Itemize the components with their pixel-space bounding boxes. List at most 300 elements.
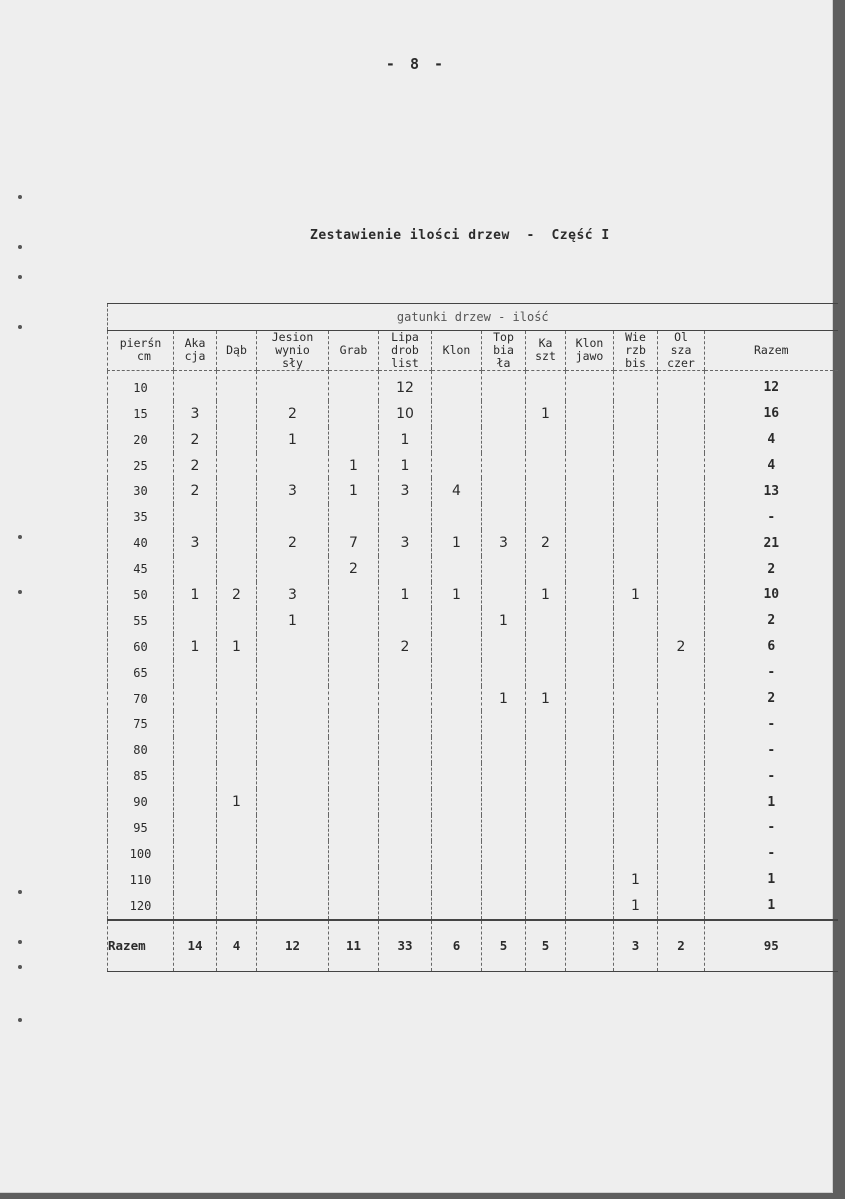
count-cell	[174, 504, 217, 530]
count-cell	[658, 401, 705, 427]
count-cell	[217, 504, 257, 530]
punch-mark	[18, 325, 22, 329]
count-cell	[526, 789, 566, 815]
count-cell	[566, 478, 614, 504]
count-cell	[566, 530, 614, 556]
count-cell	[257, 763, 329, 789]
diameter-cell: 85	[108, 763, 174, 789]
count-cell	[566, 660, 614, 686]
count-cell	[482, 453, 526, 479]
count-cell	[482, 893, 526, 920]
count-cell	[174, 841, 217, 867]
count-cell	[174, 893, 217, 920]
count-cell	[217, 453, 257, 479]
count-cell	[566, 453, 614, 479]
diameter-cell: 75	[108, 711, 174, 737]
punch-mark	[18, 890, 22, 894]
diameter-cell: 45	[108, 556, 174, 582]
count-cell: 1	[614, 893, 658, 920]
count-cell	[257, 711, 329, 737]
count-cell	[432, 504, 482, 530]
count-cell: 1	[526, 401, 566, 427]
count-cell	[329, 634, 379, 660]
column-header: Ol sza czer	[658, 330, 705, 370]
row-total-cell: -	[705, 504, 838, 530]
column-header: Razem	[705, 330, 838, 370]
totals-row	[108, 920, 838, 972]
punch-mark	[18, 965, 22, 969]
count-cell	[526, 711, 566, 737]
count-cell	[614, 711, 658, 737]
count-cell: 3	[257, 582, 329, 608]
count-cell	[432, 453, 482, 479]
count-cell	[379, 711, 432, 737]
row-total-cell: 1	[705, 867, 838, 893]
column-header: Ka szt	[526, 330, 566, 370]
count-cell	[482, 401, 526, 427]
count-cell	[432, 737, 482, 763]
count-cell: 1	[432, 582, 482, 608]
count-cell	[257, 789, 329, 815]
count-cell	[658, 370, 705, 400]
count-cell: 1	[329, 478, 379, 504]
row-total-cell: -	[705, 841, 838, 867]
diameter-cell: 120	[108, 893, 174, 920]
diameter-cell: 65	[108, 660, 174, 686]
count-cell: 1	[614, 582, 658, 608]
table-row	[108, 841, 838, 867]
row-total-cell: 2	[705, 556, 838, 582]
count-cell	[257, 893, 329, 920]
count-cell	[257, 634, 329, 660]
count-cell: 1	[257, 427, 329, 453]
count-cell	[257, 867, 329, 893]
count-cell: 2	[174, 478, 217, 504]
totals-cell: 6	[432, 920, 482, 972]
count-cell	[658, 867, 705, 893]
count-cell	[217, 686, 257, 712]
count-cell: 1	[526, 686, 566, 712]
count-cell	[482, 867, 526, 893]
totals-cell: 12	[257, 920, 329, 972]
count-cell	[526, 427, 566, 453]
count-cell	[217, 763, 257, 789]
count-cell	[658, 841, 705, 867]
count-cell: 12	[379, 370, 432, 400]
totals-cell: 95	[705, 920, 838, 972]
count-cell	[566, 763, 614, 789]
count-cell	[566, 737, 614, 763]
count-cell	[614, 841, 658, 867]
count-cell	[257, 556, 329, 582]
count-cell	[432, 867, 482, 893]
count-cell: 1	[379, 582, 432, 608]
count-cell	[329, 867, 379, 893]
punch-mark	[18, 1018, 22, 1022]
count-cell	[566, 401, 614, 427]
table-row	[108, 453, 838, 479]
count-cell: 10	[379, 401, 432, 427]
count-cell: 1	[174, 582, 217, 608]
row-total-cell: 13	[705, 478, 838, 504]
count-cell	[217, 530, 257, 556]
count-cell	[329, 737, 379, 763]
table-row	[108, 789, 838, 815]
count-cell	[614, 504, 658, 530]
count-cell	[614, 556, 658, 582]
totals-cell: 5	[526, 920, 566, 972]
count-cell	[658, 893, 705, 920]
count-cell	[658, 556, 705, 582]
diameter-cell: 10	[108, 370, 174, 400]
row-total-cell: -	[705, 660, 838, 686]
count-cell	[566, 504, 614, 530]
count-cell	[174, 815, 217, 841]
count-cell: 2	[526, 530, 566, 556]
count-cell	[329, 686, 379, 712]
count-cell	[257, 370, 329, 400]
count-cell	[658, 815, 705, 841]
count-cell	[432, 370, 482, 400]
count-cell	[482, 478, 526, 504]
count-cell	[257, 686, 329, 712]
count-cell	[174, 737, 217, 763]
count-cell: 2	[329, 556, 379, 582]
count-cell	[566, 893, 614, 920]
column-header-row	[108, 330, 838, 370]
row-total-cell: 16	[705, 401, 838, 427]
table-row	[108, 504, 838, 530]
count-cell	[614, 530, 658, 556]
count-cell	[379, 556, 432, 582]
column-header: Top bia ła	[482, 330, 526, 370]
row-total-cell: 2	[705, 608, 838, 634]
diameter-cell: 110	[108, 867, 174, 893]
count-cell	[432, 763, 482, 789]
totals-cell: 4	[217, 920, 257, 972]
count-cell	[614, 634, 658, 660]
count-cell	[658, 453, 705, 479]
totals-cell: 2	[658, 920, 705, 972]
table-row	[108, 401, 838, 427]
count-cell	[658, 504, 705, 530]
count-cell: 1	[257, 608, 329, 634]
diameter-cell: 20	[108, 427, 174, 453]
count-cell	[257, 660, 329, 686]
count-cell	[217, 867, 257, 893]
count-cell	[217, 478, 257, 504]
table-row	[108, 427, 838, 453]
tree-count-table	[107, 303, 838, 972]
count-cell	[482, 582, 526, 608]
count-cell	[526, 737, 566, 763]
count-cell	[329, 763, 379, 789]
row-total-cell: -	[705, 737, 838, 763]
count-cell: 1	[217, 789, 257, 815]
count-cell	[482, 634, 526, 660]
table-row	[108, 815, 838, 841]
totals-label: Razem	[108, 920, 174, 972]
table-row	[108, 634, 838, 660]
count-cell	[329, 401, 379, 427]
count-cell: 1	[482, 608, 526, 634]
count-cell: 1	[379, 453, 432, 479]
count-cell	[482, 763, 526, 789]
count-cell	[526, 867, 566, 893]
count-cell	[566, 686, 614, 712]
table-row	[108, 608, 838, 634]
count-cell	[257, 815, 329, 841]
count-cell	[379, 815, 432, 841]
count-cell	[658, 737, 705, 763]
count-cell: 2	[174, 427, 217, 453]
count-cell: 1	[614, 867, 658, 893]
row-total-cell: 6	[705, 634, 838, 660]
page-number: - 8 -	[385, 55, 447, 73]
count-cell: 2	[217, 582, 257, 608]
count-cell	[379, 608, 432, 634]
count-cell	[432, 634, 482, 660]
diameter-cell: 95	[108, 815, 174, 841]
group-header: gatunki drzew - ilość	[108, 304, 838, 331]
table-row	[108, 582, 838, 608]
count-cell	[566, 789, 614, 815]
count-cell	[329, 815, 379, 841]
count-cell	[482, 841, 526, 867]
tree-count-table-frame	[107, 303, 837, 972]
row-total-cell: -	[705, 763, 838, 789]
count-cell	[174, 556, 217, 582]
column-header: Klon	[432, 330, 482, 370]
count-cell	[329, 504, 379, 530]
count-cell	[432, 660, 482, 686]
count-cell	[614, 789, 658, 815]
count-cell	[329, 370, 379, 400]
count-cell	[174, 789, 217, 815]
count-cell	[526, 893, 566, 920]
count-cell	[257, 841, 329, 867]
count-cell	[257, 737, 329, 763]
count-cell	[329, 582, 379, 608]
count-cell	[482, 711, 526, 737]
count-cell: 1	[526, 582, 566, 608]
punch-mark	[18, 590, 22, 594]
table-row	[108, 370, 838, 400]
count-cell	[174, 660, 217, 686]
table-row	[108, 478, 838, 504]
count-cell	[614, 608, 658, 634]
table-row	[108, 763, 838, 789]
row-total-cell: 1	[705, 789, 838, 815]
count-cell	[379, 763, 432, 789]
count-cell	[432, 893, 482, 920]
count-cell	[217, 737, 257, 763]
diameter-cell: 100	[108, 841, 174, 867]
punch-mark	[18, 940, 22, 944]
count-cell	[217, 427, 257, 453]
count-cell	[566, 608, 614, 634]
table-row	[108, 737, 838, 763]
column-header: Grab	[329, 330, 379, 370]
count-cell	[526, 504, 566, 530]
count-cell	[658, 763, 705, 789]
count-cell: 1	[217, 634, 257, 660]
count-cell	[379, 841, 432, 867]
totals-cell	[566, 920, 614, 972]
count-cell	[432, 815, 482, 841]
count-cell	[526, 608, 566, 634]
punch-mark	[18, 245, 22, 249]
count-cell	[658, 427, 705, 453]
count-cell	[526, 556, 566, 582]
count-cell: 1	[482, 686, 526, 712]
diameter-cell: 25	[108, 453, 174, 479]
count-cell	[614, 686, 658, 712]
count-cell	[432, 401, 482, 427]
count-cell	[526, 478, 566, 504]
count-cell	[217, 556, 257, 582]
count-cell	[482, 660, 526, 686]
table-row	[108, 686, 838, 712]
count-cell	[658, 582, 705, 608]
count-cell	[566, 634, 614, 660]
count-cell	[432, 711, 482, 737]
row-total-cell: 4	[705, 453, 838, 479]
diameter-cell: 40	[108, 530, 174, 556]
diameter-cell: 50	[108, 582, 174, 608]
count-cell	[566, 815, 614, 841]
count-cell: 3	[174, 530, 217, 556]
diameter-cell: 55	[108, 608, 174, 634]
count-cell	[329, 660, 379, 686]
count-cell	[566, 711, 614, 737]
column-header: Jesion wynio sły	[257, 330, 329, 370]
count-cell	[614, 815, 658, 841]
count-cell	[526, 370, 566, 400]
count-cell	[217, 370, 257, 400]
totals-cell: 33	[379, 920, 432, 972]
diameter-cell: 15	[108, 401, 174, 427]
count-cell	[658, 478, 705, 504]
table-row	[108, 660, 838, 686]
column-header: pierśn cm	[108, 330, 174, 370]
count-cell	[658, 789, 705, 815]
diameter-cell: 30	[108, 478, 174, 504]
row-total-cell: -	[705, 815, 838, 841]
count-cell: 7	[329, 530, 379, 556]
count-cell	[482, 504, 526, 530]
count-cell	[658, 686, 705, 712]
count-cell	[482, 427, 526, 453]
count-cell	[379, 867, 432, 893]
count-cell	[432, 556, 482, 582]
totals-cell: 3	[614, 920, 658, 972]
count-cell: 2	[257, 401, 329, 427]
count-cell	[566, 427, 614, 453]
count-cell	[614, 401, 658, 427]
count-cell	[217, 893, 257, 920]
count-cell: 1	[379, 427, 432, 453]
count-cell	[566, 556, 614, 582]
count-cell	[174, 370, 217, 400]
row-total-cell: -	[705, 711, 838, 737]
count-cell	[217, 660, 257, 686]
count-cell	[217, 711, 257, 737]
count-cell: 3	[379, 478, 432, 504]
count-cell	[257, 504, 329, 530]
count-cell: 2	[257, 530, 329, 556]
diameter-cell: 60	[108, 634, 174, 660]
count-cell	[379, 893, 432, 920]
count-cell	[614, 737, 658, 763]
diameter-cell: 70	[108, 686, 174, 712]
count-cell	[432, 608, 482, 634]
table-row	[108, 556, 838, 582]
count-cell	[217, 815, 257, 841]
count-cell: 2	[379, 634, 432, 660]
count-cell	[432, 841, 482, 867]
totals-cell: 14	[174, 920, 217, 972]
row-total-cell: 12	[705, 370, 838, 400]
count-cell	[174, 686, 217, 712]
column-header: Lipa drob list	[379, 330, 432, 370]
count-cell: 3	[379, 530, 432, 556]
table-row	[108, 867, 838, 893]
count-cell	[566, 370, 614, 400]
count-cell	[174, 711, 217, 737]
table-row	[108, 893, 838, 920]
count-cell: 4	[432, 478, 482, 504]
count-cell	[658, 530, 705, 556]
count-cell	[526, 815, 566, 841]
group-header-row	[108, 304, 838, 331]
count-cell	[329, 711, 379, 737]
count-cell	[658, 660, 705, 686]
count-cell	[379, 789, 432, 815]
count-cell	[614, 763, 658, 789]
count-cell: 1	[329, 453, 379, 479]
diameter-cell: 80	[108, 737, 174, 763]
row-total-cell: 2	[705, 686, 838, 712]
count-cell	[482, 815, 526, 841]
count-cell	[217, 841, 257, 867]
count-cell	[614, 453, 658, 479]
count-cell	[329, 608, 379, 634]
count-cell: 3	[174, 401, 217, 427]
count-cell: 2	[658, 634, 705, 660]
row-total-cell: 1	[705, 893, 838, 920]
count-cell	[658, 608, 705, 634]
column-header: Wie rzb bis	[614, 330, 658, 370]
table-row	[108, 530, 838, 556]
document-title: Zestawienie ilości drzew - Część I	[310, 228, 610, 243]
diameter-cell: 35	[108, 504, 174, 530]
count-cell	[379, 737, 432, 763]
count-cell	[526, 763, 566, 789]
table-row	[108, 711, 838, 737]
count-cell	[432, 427, 482, 453]
count-cell	[526, 660, 566, 686]
count-cell	[566, 867, 614, 893]
row-total-cell: 21	[705, 530, 838, 556]
count-cell	[329, 427, 379, 453]
count-cell	[482, 370, 526, 400]
count-cell	[432, 789, 482, 815]
column-header: Dąb	[217, 330, 257, 370]
count-cell	[329, 789, 379, 815]
totals-cell: 11	[329, 920, 379, 972]
count-cell	[217, 608, 257, 634]
